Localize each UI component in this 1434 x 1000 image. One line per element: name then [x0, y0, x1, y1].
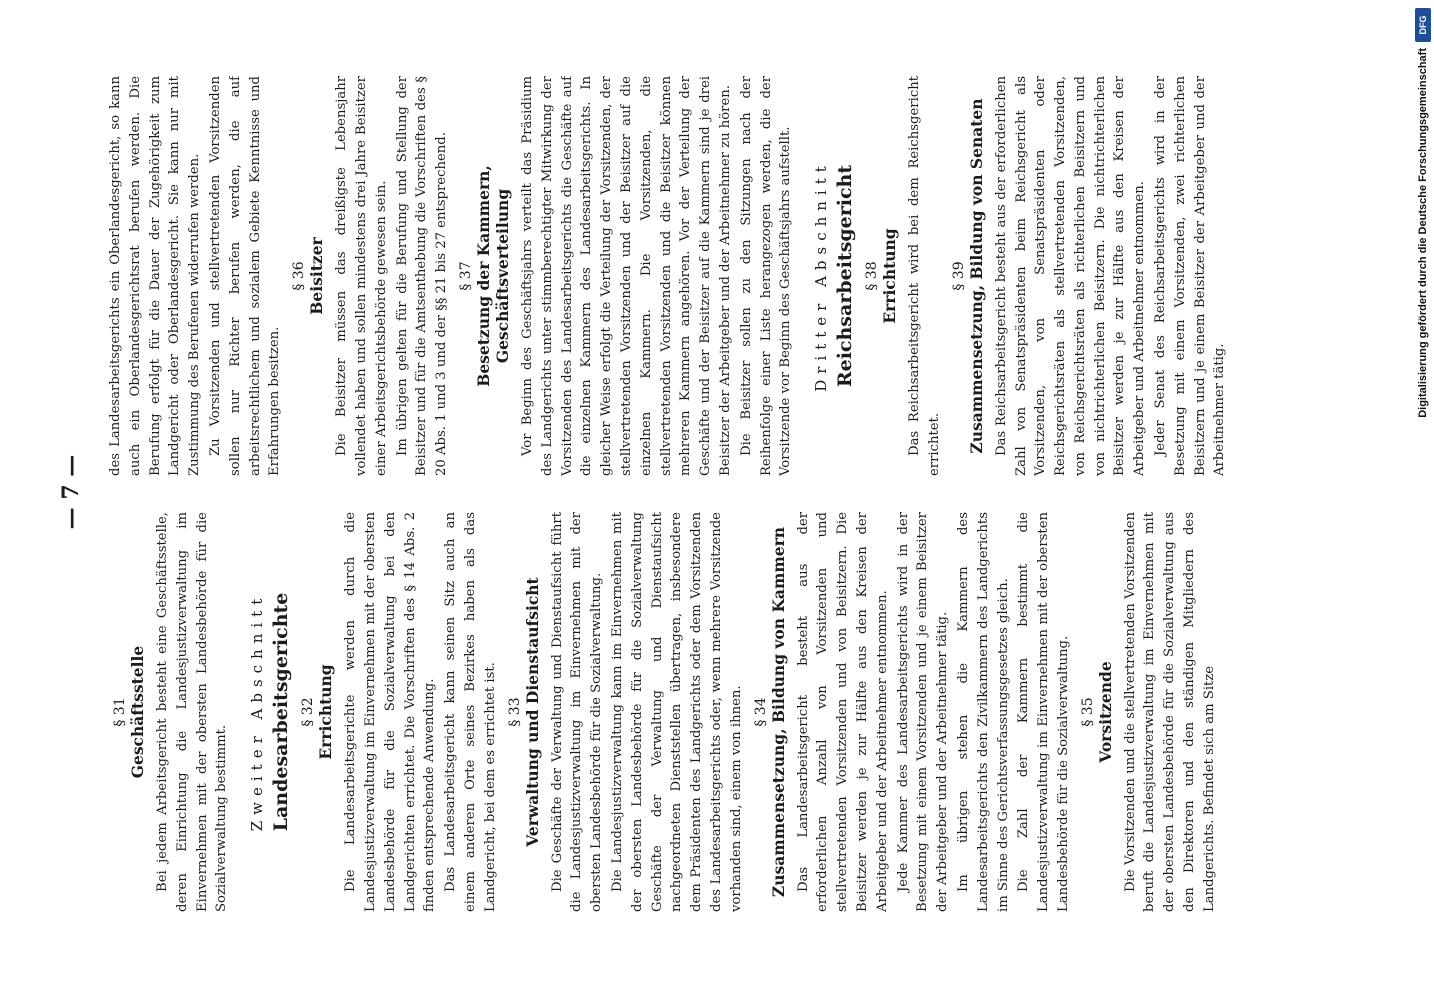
paragraph: Die Beisitzer sollen zu den Sitzungen nach der Reihenfolge einer Liste herangezogen werden, die der Vorsitzende vor Beginn des Geschäftsjahrs aufstellt. [738, 76, 794, 476]
section-number: § 37 [457, 261, 474, 291]
paragraph: des Landesarbeitsgerichts ein Oberlandesgericht, so kann auch ein Oberlandesgerichtsrat berufen werden. Die Berufung erfolgt für die Dauer der Zugehörigkeit zum Landgericht oder Oberlandesgericht. Sie kann nur mit Zustimmung des Berufenen widerrufen werden. [108, 76, 203, 476]
section-title: Errichtung [316, 664, 336, 760]
section-title: Zusammensetzung, Bildung von Senaten [966, 98, 986, 454]
section-number: § 35 [1079, 697, 1096, 727]
section-number: § 32 [300, 697, 317, 727]
paragraph: Das Landesarbeitsgericht kann seinen Sitz auch an einem anderen Orte seines Bezirkes haben als das Landgericht, bei dem es errichtet ist. [443, 512, 498, 912]
part-label: Dritter Abschnitt [812, 160, 831, 392]
section-number: § 36 [291, 261, 308, 291]
paragraph: Im übrigen gelten für die Berufung und Stellung der Beisitzer und für die Amtsenthebung die Vorschriften des § 20 Abs. 1 und 3 und der §§ 21 bis 27 entsprechend. [394, 76, 450, 476]
paragraph: Im übrigen stehen die Kammern des Landesarbeitsgerichts den Zivilkammern des Landgerichts im Sinne des Gerichtsverfassungsgesetzes gleich. [955, 512, 1011, 912]
paragraph: Die Beisitzer müssen das dreißigste Lebensjahr vollendet haben und sollen mindestens drei Jahre Beisitzer einer Arbeitsgerichtsbehörde gewesen sein. [334, 76, 389, 476]
paragraph: Die Landesarbeitsgerichte werden durch die Landesjustizverwaltung im Einvernehmen mit der obersten Landesbehörde für die Sozialverwaltung bei den Landgerichten errichtet. Die Vorschriften des § 14 Abs. 2 finden entsprechende Anwendung. [343, 512, 438, 912]
section-number: § 33 [506, 697, 523, 727]
section-number: § 34 [752, 697, 769, 727]
paragraph: Zu Vorsitzenden und stellvertretenden Vorsitzenden sollen nur Richter berufen werden, die auf arbeitsrechtlichem und sozialem Gebiete Kenntnisse und Erfahrungen besitzen. [207, 76, 283, 476]
section-title: Beisitzer [307, 237, 327, 315]
section-title: Vorsitzende [1095, 661, 1115, 763]
left-column [106, 512, 1406, 912]
paragraph: Die Zahl der Kammern bestimmt die Landesjustizverwaltung im Einvernehmen mit der obersten Landesbehörde für die Sozialverwaltung. [1016, 512, 1071, 912]
paragraph: Das Landesarbeitsgericht besteht aus der erforderlichen Anzahl von Vorsitzenden und stellvertretenden Vorsitzenden und von Beisitzern. Die Beisitzer werden je zur Hälfte aus den Kreisen der Arbeitgeber und der Arbeitnehmer entnommen. [795, 512, 890, 912]
section-title: Errichtung [880, 228, 900, 324]
paragraph: Die Geschäfte der Verwaltung und Dienstaufsicht führt die Landesjustizverwaltung im Einvernehmen mit der obersten Landesbehörde für die Sozialverwaltung. [549, 512, 605, 912]
paragraph: Die Landesjustizverwaltung kann im Einvernehmen mit der obersten Landesbehörde für die Sozialverwaltung Geschäfte der Verwaltung und Dienstaufsicht nachgeordneten Dienststellen übertragen, insbesondere dem Präsidenten des Landgerichts oder dem Vorsitzenden des Landesarbeitsgerichts oder, wenn mehrere Vorsitzende vorhanden sind, einem von ihnen. [609, 512, 744, 912]
paragraph: Das Reichsarbeitsgericht wird bei dem Reichsgericht errichtet. [907, 76, 942, 476]
right-column [106, 76, 1406, 476]
section-number: § 31 [112, 697, 128, 727]
section-title: Zusammensetzung, Bildung von Kammern [768, 526, 788, 898]
part-title: Reichsarbeitsgericht [834, 164, 857, 388]
paragraph: Die Vorsitzenden und die stellvertretenden Vorsitzenden beruft die Landesjustizverwaltung im Einvernehmen mit der obersten Landesbehörde für die Sozialverwaltung aus den Direktoren und den ständigen Mitgliedern des Landgerichts. Befindet sich am Sitze [1122, 512, 1217, 912]
digitization-note: Digitalisierung gefördert durch die Deutsche Forschungsgemeinschaft [1417, 48, 1429, 418]
paragraph: Jeder Senat des Reichsarbeitsgerichts wird in der Besetzung mit einem Vorsitzenden, zwei richterlichen Beisitzern und je einem Beisitzer der Arbeitgeber und der Arbeitnehmer tätig. [1153, 76, 1228, 476]
paragraph: Das Reichsarbeitsgericht besteht aus der erforderlichen Zahl von Senatspräsidenten beim Reichsgericht als Vorsitzenden, von Senatspräsidenten oder Reichsgerichtsräten als stellvertretenden Vorsitzenden, von Reichsgerichtsräten als richterlichen Beisitzern und von nichtrichterlichen Beisitzern. Die nichtrichterlichen Beisitzer werden je zur Hälfte aus den Kreisen der Arbeitgeber und Arbeitnehmer entnommen. [993, 76, 1148, 476]
paragraph: Bei jedem Arbeitsgericht besteht eine Geschäftsstelle, deren Einrichtung die Landesjustizverwaltung im Einvernehmen mit der obersten Landesbehörde für die Sozialverwaltung bestimmt. [155, 512, 230, 912]
page-number: — 7 — [58, 454, 84, 530]
paragraph: Vor Beginn des Geschäftsjahrs verteilt das Präsidium des Landgerichts unter stimmberechtigter Mitwirkung der Vorsitzenden des Landesarbeitsgerichts die Geschäfte auf die einzelnen Kammern des Landesarbeitsgerichts. In gleicher Weise erfolgt die Verteilung der Vorsitzenden, der stellvertretenden Vorsitzenden und der Beisitzer auf die einzelnen Kammern. Die Vorsitzenden, die stellvertretenden Vorsitzenden und die Beisitzer können mehreren Kammern angehören. Vor der Verteilung der Geschäfte und der Beisitzer auf die Kammern sind je drei Beisitzer der Arbeitgeber und der Arbeitnehmer zu hören. [519, 76, 733, 476]
section-number: § 39 [950, 261, 967, 291]
dfg-logo-icon: DFG [1415, 8, 1431, 42]
digitization-sidebar [1412, 0, 1434, 1000]
section-title: Besetzung der Kammern, Geschäftsverteilung [473, 165, 512, 387]
part-label: Zweiter Abschnitt [248, 592, 267, 832]
paragraph: Jede Kammer des Landesarbeitsgerichts wird in der Besetzung mit einem Vorsitzenden und je einem Beisitzer der Arbeitgeber und der Arbeitnehmer tätig. [895, 512, 951, 912]
section-title: Geschäftsstelle [128, 645, 147, 779]
part-title: Landesarbeitsgerichte [270, 592, 293, 832]
section-title: Verwaltung und Dienstaufsicht [522, 577, 542, 847]
section-number: § 38 [864, 261, 881, 291]
page-content [0, 72, 1412, 912]
